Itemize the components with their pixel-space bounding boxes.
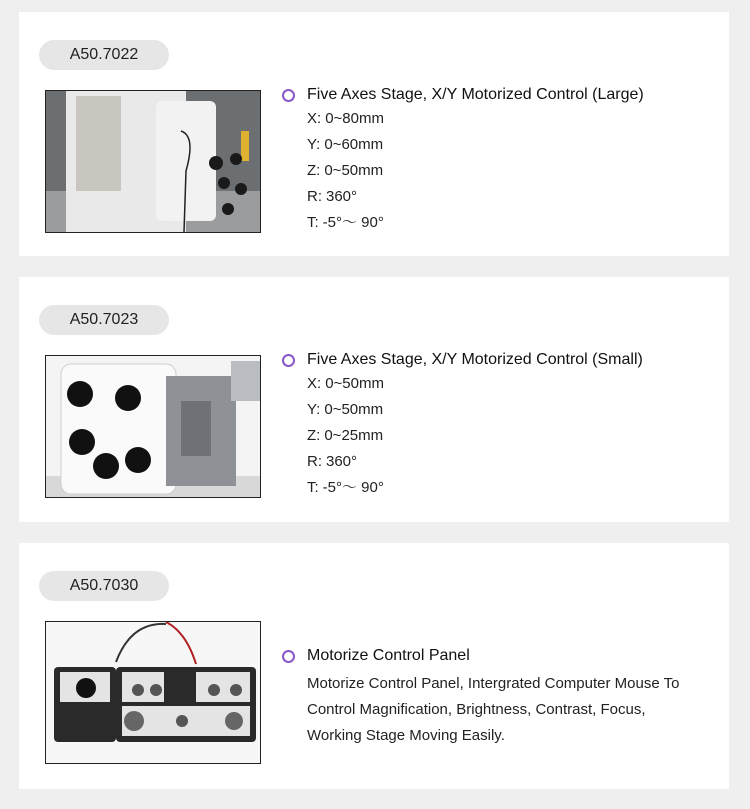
product-card-a50-7030 — [19, 543, 729, 789]
spec-row-x: X: 0~80mm — [307, 110, 384, 127]
product-info — [282, 349, 722, 501]
product-card-a50-7023 — [19, 277, 729, 522]
product-title: Five Axes Stage, X/Y Motorized Control (Large) — [282, 84, 722, 106]
spec-row-t: T: -5°～ 90° — [307, 479, 384, 496]
product-photo-large-stage — [45, 90, 261, 233]
bullet-circle-icon — [282, 354, 295, 367]
product-info — [282, 645, 722, 749]
bullet-circle-icon — [282, 650, 295, 663]
description-line: Working Stage Moving Easily. — [307, 727, 505, 744]
product-description — [282, 671, 722, 749]
spec-row-r: R: 360° — [307, 453, 358, 470]
product-title: Five Axes Stage, X/Y Motorized Control (Small) — [282, 349, 722, 371]
product-title: Motorize Control Panel — [282, 645, 722, 667]
spec-row-x: X: 0~50mm — [307, 375, 384, 392]
product-code-badge: A50.7030 — [39, 571, 169, 601]
product-photo-small-stage — [45, 355, 261, 498]
product-info — [282, 84, 722, 236]
spec-row-r: R: 360° — [307, 188, 358, 205]
spec-row-y: Y: 0~60mm — [307, 136, 384, 153]
spec-row-y: Y: 0~50mm — [307, 401, 384, 418]
product-code-badge: A50.7023 — [39, 305, 169, 335]
spec-row-z: Z: 0~50mm — [307, 162, 384, 179]
product-photo-control-panel — [45, 621, 261, 764]
description-line: Control Magnification, Brightness, Contrast, Focus, — [307, 701, 646, 718]
spec-row-z: Z: 0~25mm — [307, 427, 384, 444]
bullet-circle-icon — [282, 89, 295, 102]
description-line: Motorize Control Panel, Intergrated Computer Mouse To — [307, 675, 680, 692]
spec-row-t: T: -5°～ 90° — [307, 214, 384, 231]
product-code-badge: A50.7022 — [39, 40, 169, 70]
product-card-a50-7022 — [19, 12, 729, 256]
